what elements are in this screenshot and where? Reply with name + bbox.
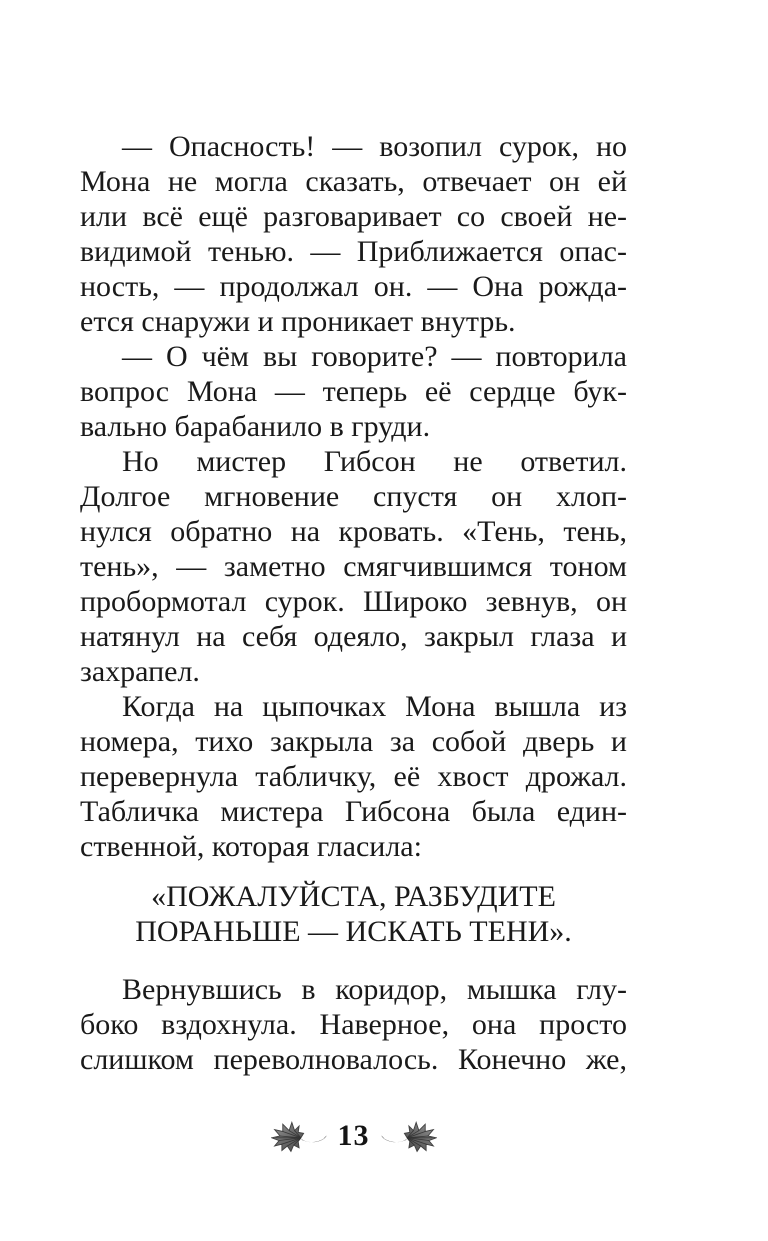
centered-quote [80,879,627,949]
text-line: видимой тенью. — Приближается опас- [80,235,627,268]
text-line: номера, тихо закрыла за собой дверь и [80,725,627,758]
paragraph [80,129,627,339]
text-line: ется снаружи и проникает внутрь. [80,305,516,338]
text-line: — О чём вы говорите? — повторила [122,340,627,373]
text-line: Табличка мистера Гибсона была един- [80,795,627,828]
leaf-ornament-right-icon [379,1118,437,1154]
page-text [80,0,627,1077]
text-line: перевернула табличку, её хвост дрожал. [80,760,627,793]
page-footer [80,1118,627,1154]
text-line: вопрос Мона — теперь её сердце бук- [80,375,627,408]
text-line: вально барабанило в груди. [80,410,431,443]
text-line: нулся обратно на кровать. «Тень, тень, [80,515,627,548]
text-line: пробормотал сурок. Широко зевнув, он [80,585,627,618]
paragraph [80,689,627,864]
page-container [80,0,627,1241]
text-line: «ПОЖАЛУЙСТА, РАЗБУДИТЕ [151,880,556,913]
text-line: Вернувшись в коридор, мышка глу- [122,973,627,1006]
text-line: боко вздохнула. Наверное, она просто [80,1008,627,1041]
page-number: 13 [337,1119,370,1152]
text-line: ственной, которая гласила: [80,830,422,863]
text-line: натянул на себя одеяло, закрыл глаза и [80,620,627,653]
text-line: ПОРАНЬШЕ — ИСКАТЬ ТЕНИ». [135,915,572,948]
paragraph [80,339,627,444]
text-line: Но мистер Гибсон не ответил. [122,445,627,478]
text-line: слишком переволновалось. Конечно же, [80,1043,627,1076]
text-line: тень», — заметно смягчившимся тоном [80,550,627,583]
leaf-ornament-left-icon [271,1118,329,1154]
text-line: Долгое мгновение спустя он хлоп- [80,480,627,513]
paragraph [80,972,627,1077]
text-line: — Опасность! — возопил сурок, но [122,130,627,163]
text-line: Мона не могла сказать, отвечает он ей [80,165,627,198]
text-line: или всё ещё разговаривает со своей не- [80,200,627,233]
paragraph [80,444,627,689]
text-line: Когда на цыпочках Мона вышла из [122,690,627,723]
text-line: ность, — продолжал он. — Она рожда- [80,270,627,303]
text-line: захрапел. [80,655,200,688]
